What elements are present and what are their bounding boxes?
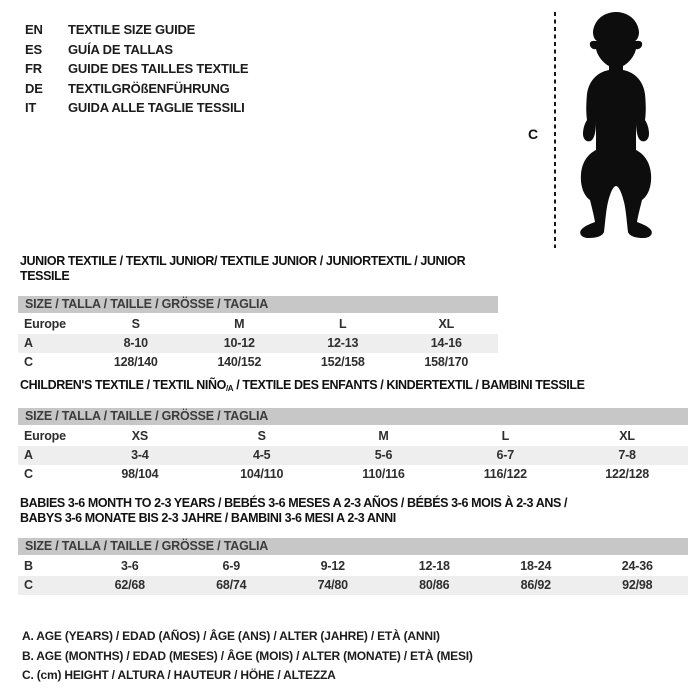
age-cell: 3-4	[131, 448, 149, 462]
height-cell: 152/158	[320, 355, 365, 369]
language-row-it	[25, 98, 248, 118]
title-suffix: / TEXTILE DES ENFANTS / KINDERTEXTIL / BAMBINI TESSILE	[233, 378, 585, 392]
age-cell: 12-13	[327, 336, 359, 350]
height-cell: 140/152	[217, 355, 262, 369]
height-cell: 74/80	[317, 578, 348, 592]
toddler-silhouette-icon	[565, 10, 667, 240]
table-title	[20, 378, 688, 396]
row-label: C	[24, 467, 33, 481]
row-label: A	[24, 336, 33, 350]
row-label: C	[24, 578, 33, 592]
language-row-en	[25, 20, 248, 40]
height-cell: 98/104	[121, 467, 159, 481]
height-cell: 68/74	[216, 578, 247, 592]
row-label: Europe	[24, 317, 66, 331]
size-cell: XL	[438, 317, 455, 331]
language-code: DE	[25, 80, 43, 96]
height-cell: 158/170	[424, 355, 469, 369]
table-row	[18, 446, 688, 465]
babies-textile-table	[18, 496, 688, 595]
height-cell: 80/86	[419, 578, 450, 592]
title-line2: BABYS 3-6 MONATE BIS 2-3 JAHRE / BAMBINI 3-6 MESI A 2-3 ANNI	[20, 511, 396, 525]
title-prefix: CHILDREN'S TEXTILE / TEXTIL NIÑO	[20, 378, 226, 392]
age-cell: 6-9	[222, 559, 240, 573]
table-title: JUNIOR TEXTILE / TEXTIL JUNIOR/ TEXTILE JUNIOR / JUNIORTEXTIL / JUNIOR TESSILE	[20, 254, 466, 283]
legend-notes	[22, 627, 473, 686]
table-title	[20, 496, 688, 526]
age-cell: 5-6	[374, 448, 393, 462]
language-code: FR	[25, 61, 42, 76]
table-row	[18, 465, 688, 484]
table-row	[18, 576, 688, 595]
height-cell: 110/116	[362, 467, 405, 481]
size-header-bar: SIZE / TALLA / TAILLE / GRÖSSE / TAGLIA	[18, 296, 498, 313]
height-measure-figure	[518, 8, 688, 253]
language-row-de	[25, 79, 248, 99]
title-line1: BABIES 3-6 MONTH TO 2-3 YEARS / BEBÉS 3-6 MESES A 2-3 AÑOS / BÉBÉS 3-6 MOIS À 2-3 ANS /	[20, 496, 568, 510]
age-cell: 24-36	[621, 559, 653, 573]
age-cell: 18-24	[520, 559, 552, 573]
title-subscript: /A	[225, 384, 234, 393]
age-cell: 10-12	[223, 336, 255, 350]
row-label: A	[24, 448, 33, 462]
size-cell: XL	[619, 429, 635, 443]
height-cell: 128/140	[113, 355, 158, 369]
height-cell: 122/128	[605, 467, 649, 481]
age-cell: 3-6	[121, 559, 139, 573]
childrens-textile-table	[18, 378, 688, 484]
height-cell: 62/68	[114, 578, 145, 592]
age-cell: 7-8	[618, 448, 636, 462]
size-cell: S	[257, 429, 266, 443]
note-height-cm: C. (cm) HEIGHT / ALTURA / HAUTEUR / HÖHE / ALTEZZA	[22, 668, 336, 682]
table-row	[18, 427, 688, 446]
height-cell: 86/92	[520, 578, 551, 592]
age-cell: 4-5	[252, 448, 271, 462]
age-cell: 9-12	[320, 559, 345, 573]
note-age-years: A. AGE (YEARS) / EDAD (AÑOS) / ÂGE (ANS) / ALTER (JAHRE) / ETÀ (ANNI)	[22, 629, 440, 643]
language-list	[25, 20, 248, 118]
age-cell: 6-7	[496, 448, 515, 462]
table-row	[18, 353, 498, 372]
language-row-fr	[25, 59, 248, 79]
age-cell: 14-16	[430, 336, 462, 350]
language-title: TEXTILE SIZE GUIDE	[68, 22, 196, 37]
size-header-bar: SIZE / TALLA / TAILLE / GRÖSSE / TAGLIA	[18, 538, 688, 555]
language-title: GUÍA DE TALLAS	[68, 41, 173, 57]
language-title: GUIDA ALLE TAGLIE TESSILI	[68, 100, 245, 115]
row-label: B	[24, 559, 33, 573]
size-cell: L	[339, 317, 347, 331]
language-code: EN	[25, 22, 43, 37]
age-cell: 12-18	[418, 559, 450, 573]
height-cell: 116/122	[483, 467, 527, 481]
language-title: TEXTILGRÖßENFÜHRUNG	[68, 80, 230, 96]
row-label: C	[24, 355, 33, 369]
junior-textile-table	[18, 254, 498, 372]
height-dashed-line	[554, 12, 556, 248]
size-cell: XS	[131, 429, 149, 443]
row-label: Europe	[24, 429, 66, 443]
table-row	[18, 557, 688, 576]
size-cell: L	[501, 429, 509, 443]
size-cell: M	[378, 429, 389, 443]
language-code: ES	[25, 41, 42, 57]
table-row	[18, 315, 498, 334]
height-cell: 104/110	[240, 467, 284, 481]
language-title: GUIDE DES TAILLES TEXTILE	[68, 61, 249, 76]
table-row	[18, 334, 498, 353]
size-cell: M	[234, 317, 245, 331]
height-measure-label: C	[528, 126, 538, 142]
size-header-bar: SIZE / TALLA / TAILLE / GRÖSSE / TAGLIA	[18, 408, 688, 425]
note-age-months: B. AGE (MONTHS) / EDAD (MESES) / ÂGE (MOIS) / ALTER (MONATE) / ETÀ (MESI)	[22, 648, 473, 663]
age-cell: 8-10	[123, 336, 148, 350]
height-cell: 92/98	[622, 578, 653, 592]
language-row-es	[25, 40, 248, 60]
language-code: IT	[25, 100, 37, 115]
size-cell: S	[131, 317, 140, 331]
